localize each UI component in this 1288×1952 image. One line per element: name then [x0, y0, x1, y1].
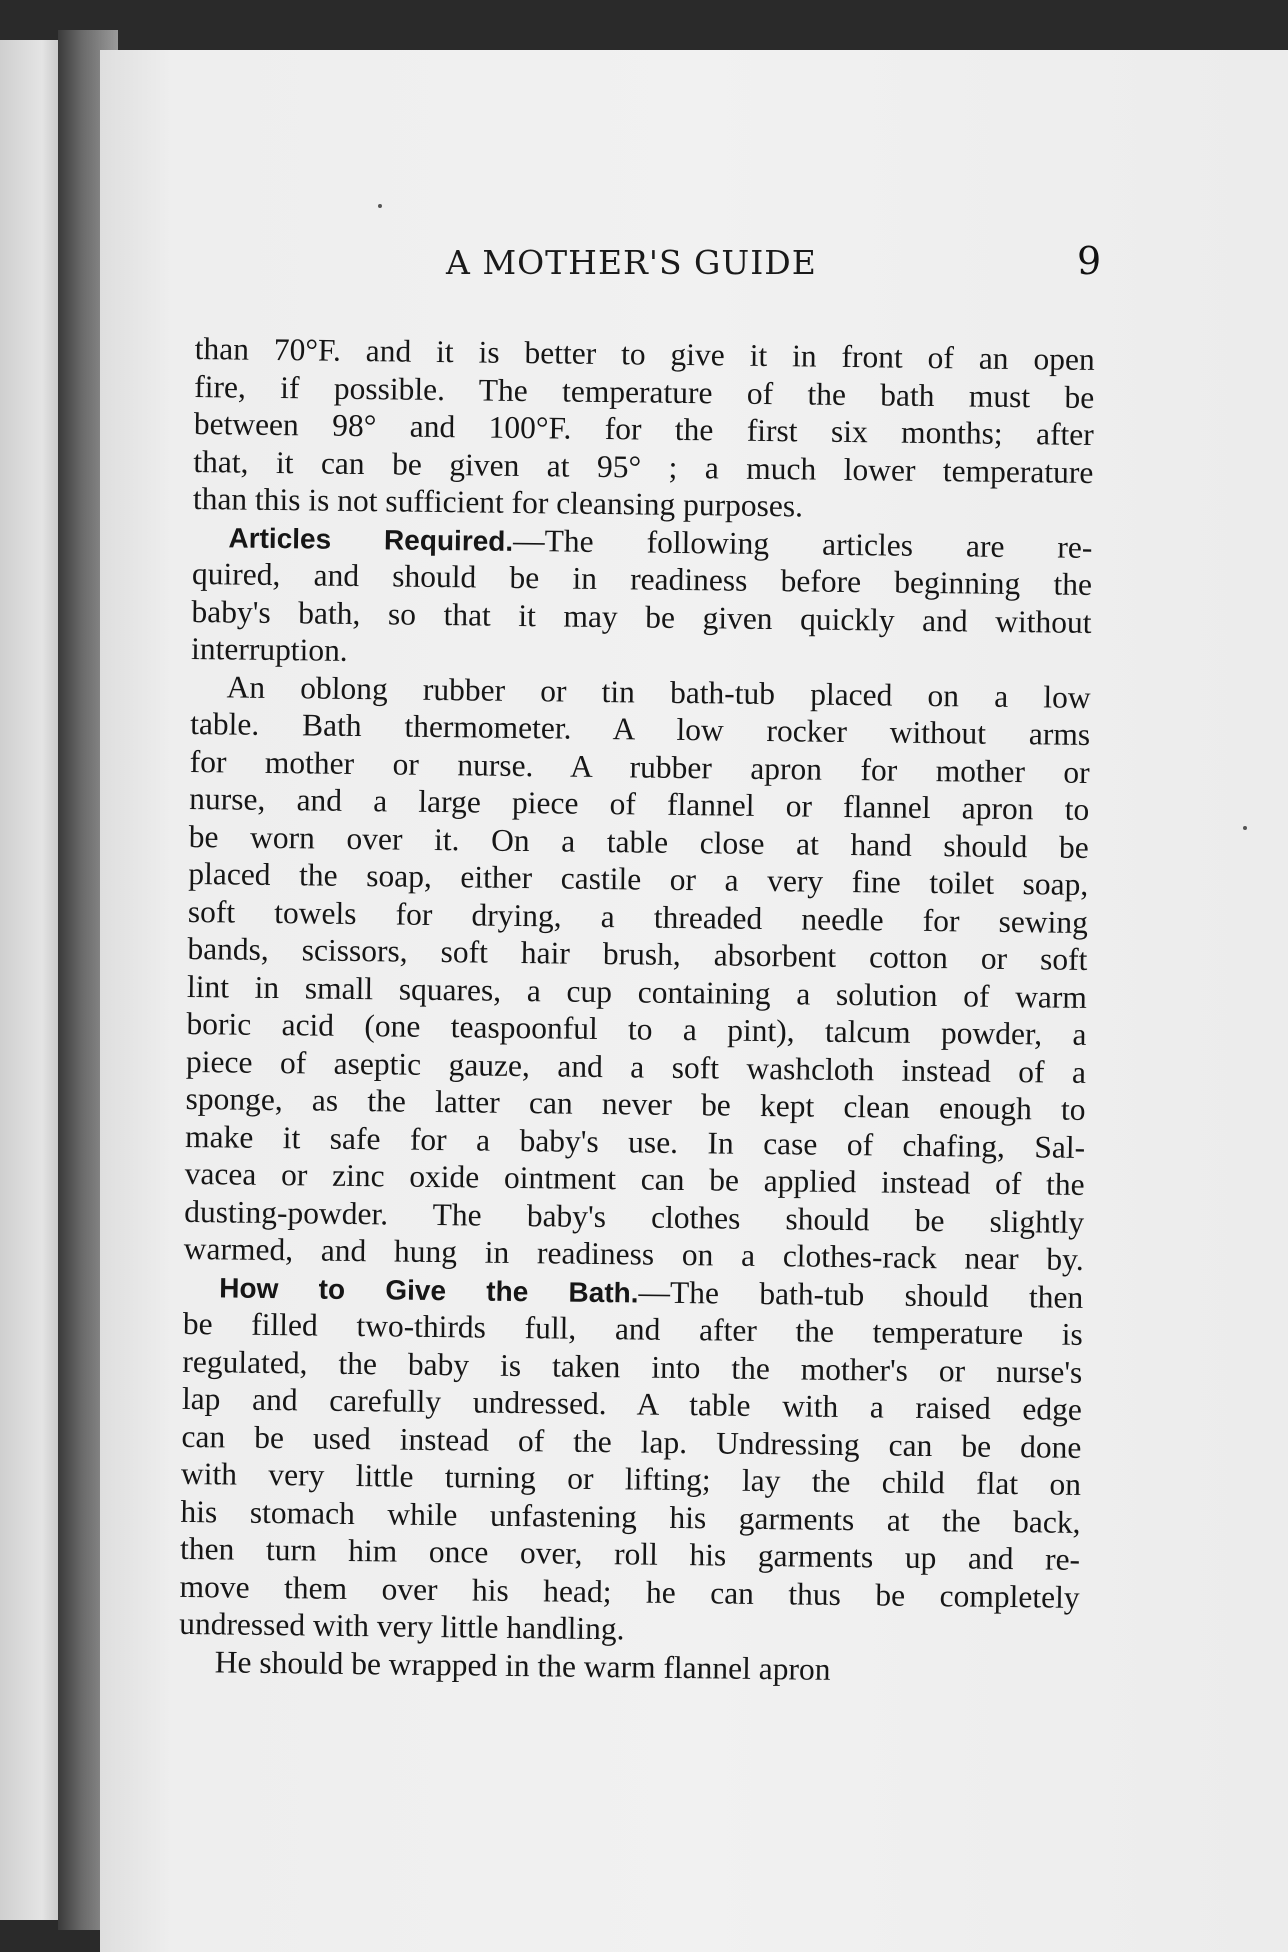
text-line: baby's bath, so that it may be given quickly and without: [191, 593, 1092, 640]
text-line: lint in small squares, a cup containing a solution of warm: [186, 968, 1088, 1015]
text-line: move them over his head; he can thus be completely: [179, 1568, 1080, 1615]
page-header: [100, 239, 1200, 303]
text-line: vacea or zinc oxide ointment can be applied instead of the: [184, 1155, 1085, 1202]
text-line: table. Bath thermometer. A low rocker without arms: [189, 705, 1091, 752]
page-body-text: [179, 330, 1095, 1691]
text-line: regulated, the baby is taken into the mother's or nurse's: [182, 1343, 1083, 1390]
text-line: He should be wrapped in the warm flannel apron: [214, 1643, 831, 1687]
text-line: between 98° and 100°F. for the first six months; after: [193, 405, 1095, 452]
text-line: be filled two-thirds full, and after the temperature is: [182, 1305, 1084, 1352]
text-line: than this is not sufficient for cleansing purposes.: [192, 480, 804, 524]
text-line: for mother or nurse. A rubber apron for mother or: [189, 743, 1090, 790]
text-line: interruption.: [190, 630, 348, 668]
text-line: piece of aseptic gauze, and a soft washcloth instead of a: [185, 1043, 1087, 1090]
text-line: bands, scissors, soft hair brush, absorbent cotton or soft: [187, 930, 1088, 977]
text-line: undressed with very little handling.: [178, 1605, 625, 1647]
dust-speck: [1243, 826, 1247, 830]
text-line: soft towels for drying, a threaded needle for sewing: [187, 893, 1089, 940]
text-line: with very little turning or lifting; lay the child flat on: [180, 1455, 1082, 1502]
text-line: nurse, and a large piece of flannel or flannel apron to: [189, 780, 1090, 827]
text-line: make it safe for a baby's use. In case of chafing, Sal-: [184, 1118, 1086, 1165]
run-in-heading: How to Give the Bath.: [219, 1271, 639, 1308]
text-line: his stomach while unfastening his garments at the back,: [180, 1493, 1081, 1540]
running-head: A MOTHER'S GUIDE: [446, 243, 817, 282]
text-line: An oblong rubber or tin bath-tub placed on a low: [226, 668, 1091, 715]
text-line: warmed, and hung in readiness on a clothes-rack near by.: [183, 1230, 1084, 1277]
text-line: fire, if possible. The temperature of the bath must be: [194, 368, 1095, 415]
text-line: can be used instead of the lap. Undressing can be done: [181, 1418, 1082, 1465]
text-line: be worn over it. On a table close at hand should be: [188, 818, 1089, 865]
run-in-heading: Articles Required.: [228, 521, 514, 557]
text-line: sponge, as the latter can never be kept clean enough to: [185, 1080, 1086, 1127]
text-line: that, it can be given at 95° ; a much lower temperature: [193, 443, 1094, 490]
text-line: placed the soap, either castile or a very fine toilet soap,: [188, 855, 1089, 902]
text-fragment: —The following articles are re-: [512, 522, 1093, 565]
text-line: boric acid (one teaspoonful to a pint), talcum powder, a: [186, 1005, 1087, 1052]
text-fragment: —The bath-tub should then: [638, 1273, 1084, 1315]
text-line: then turn him once over, roll his garments up and re-: [179, 1530, 1081, 1577]
text-line: than 70°F. and it is better to give it in front of an open: [194, 330, 1095, 377]
dust-speck: [378, 204, 382, 208]
text-line: quired, and should be in readiness before beginning the: [191, 555, 1093, 602]
page-number: 9: [1077, 239, 1102, 283]
text-line: dusting-powder. The baby's clothes should be slightly: [184, 1193, 1085, 1240]
text-line: lap and carefully undressed. A table with a raised edge: [181, 1380, 1083, 1427]
